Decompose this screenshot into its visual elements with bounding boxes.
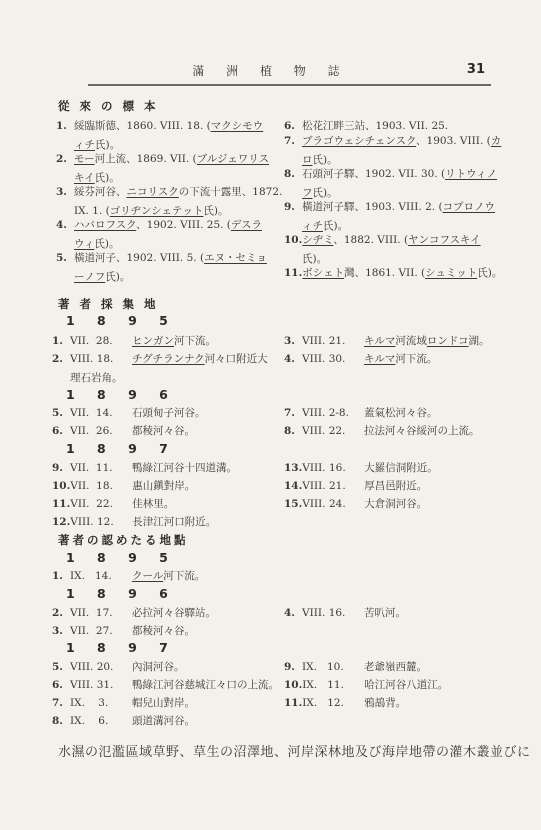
underlined-name: リトウィノ [445, 168, 497, 180]
entry-date: VIII. 16. [302, 607, 346, 619]
entry-date: VII. 28. [70, 335, 113, 347]
entry-line [56, 216, 262, 235]
entry-text: 綏芬河谷、 [74, 186, 127, 198]
entry-text: 河流域 [395, 335, 427, 347]
underlined-name: エヌ・セミョ [204, 252, 267, 264]
entry-date: VIII. 16. [302, 462, 346, 474]
locality-entry [52, 495, 174, 514]
underlined-name: チグチランナク [132, 353, 205, 365]
underlined-name: ィチ [74, 139, 95, 151]
entry-number: 7. [284, 407, 295, 419]
entry-line [284, 264, 502, 283]
underlined-name: ヒンガン [132, 335, 174, 347]
entry-number: 8. [284, 168, 295, 180]
entry-number: 5. [52, 661, 63, 673]
entry-text: 氏)。 [312, 154, 338, 166]
entry-line [56, 268, 267, 287]
entry-date: VII. 11. [70, 462, 113, 474]
entry-number: 11. [52, 498, 71, 510]
entry-text: 河下流。 [163, 570, 206, 582]
entry-text: 厚昌邑附近。 [364, 480, 428, 492]
locality-entry [284, 604, 406, 623]
entry-line [56, 150, 269, 169]
entry-number: 4. [284, 353, 295, 365]
locality-entry [284, 404, 438, 423]
entry-text: 氏)。 [94, 172, 120, 184]
locality-entry [52, 459, 237, 478]
entry-date: VIII. 30. [302, 353, 346, 365]
underlined-name: キルマ [364, 353, 396, 365]
underlined-name: シヂミ [302, 234, 334, 246]
entry-text: 氏)。 [203, 205, 229, 217]
entry-line [284, 132, 501, 151]
underlined-name: ヤンコフスキイ [408, 234, 481, 246]
entry-text: 河々口附近大 [204, 353, 268, 365]
entry-text: 橫道河子驛、1903. VIII. 2. ( [302, 201, 443, 213]
entry-date: VII. 27. [70, 625, 113, 637]
underlined-name: ブルジェワリス [196, 153, 270, 165]
entry-number: 10. [284, 234, 303, 246]
entry-number: 3. [284, 335, 295, 347]
entry-text: IX. 1. ( [74, 205, 110, 217]
year-heading-1895-collected: 1 8 9 5 [66, 313, 177, 328]
entry-date: VIII. 20. [70, 661, 114, 673]
section-heading-observed: 著者の認めたる地點 [58, 533, 189, 547]
locality-entry [52, 658, 185, 677]
entry-date: IX. 10. [302, 661, 344, 673]
underlined-name: キルマ [364, 335, 396, 347]
underlined-name: シュミット [425, 267, 478, 279]
locality-entry [284, 495, 427, 514]
entry-date: IX. 3. [70, 697, 109, 709]
entry-text: 氏)。 [312, 187, 338, 199]
locality-entry [52, 332, 216, 351]
entry-date: VIII. 2-8. [302, 407, 349, 419]
running-title: 滿 洲 植 物 誌 [192, 64, 349, 78]
entry-date: IX. 12. [302, 697, 344, 709]
entry-date: VIII. 31. [70, 679, 114, 691]
underlined-name: ロ [302, 154, 313, 166]
locality-entry [52, 567, 205, 586]
entry-text: 灣、1861. VII. ( [344, 267, 426, 279]
locality-entry [52, 622, 195, 641]
entry-date: VIII. 24. [302, 498, 346, 510]
underlined-name: ボシェト [302, 267, 345, 279]
entry-text: 綏臨斯德、1860. VIII. 18. ( [74, 120, 211, 132]
entry-date: VIII. 21. [302, 480, 346, 492]
entry-number: 8. [284, 425, 295, 437]
year-heading-1897-observed: 1 8 9 7 [66, 640, 177, 655]
entry-line [284, 165, 497, 184]
underlined-name: カ [490, 135, 502, 147]
entry-number: 14. [284, 480, 303, 492]
locality-entry [284, 459, 438, 478]
entry-number: 10. [284, 679, 303, 691]
entry-number: 12. [52, 516, 71, 528]
entry-date: IX. 6. [70, 715, 109, 727]
section-heading-collected: 著 者 採 集 地 [58, 297, 159, 311]
entry-date: VII. 22. [70, 498, 113, 510]
entry-text: 大羅信洞附近。 [364, 462, 438, 474]
entry-date: VII. 14. [70, 407, 113, 419]
locality-entry [52, 350, 268, 388]
entry-number: 11. [284, 697, 303, 709]
entry-text: 長津江河口附近。 [132, 516, 217, 528]
entry-number: 8. [52, 715, 63, 727]
locality-entry [52, 513, 216, 532]
entry-number: 3. [52, 625, 63, 637]
entry-number: 13. [284, 462, 303, 474]
entry-date: VII. 17. [70, 607, 113, 619]
entry-date: VIII. 22. [302, 425, 346, 437]
entry-line [284, 198, 495, 217]
entry-line: 理石岩角。 [70, 372, 123, 384]
entry-number: 6. [52, 425, 63, 437]
entry-text: 河上流、1869. VII. ( [94, 153, 197, 165]
entry-text: 佳林里。 [132, 498, 175, 510]
underlined-name: ィチ [302, 220, 323, 232]
entry-number: 11. [284, 267, 303, 279]
entry-text: 鴨綠江河谷慈城江々口の上流。 [132, 679, 279, 691]
entry-number: 2. [56, 153, 67, 165]
locality-entry [52, 676, 279, 695]
locality-entry [52, 477, 195, 496]
underlined-name: ーノフ [74, 271, 106, 283]
underlined-name: コプロノウ [442, 201, 496, 213]
entry-text: 湖。 [468, 335, 490, 347]
locality-entry [284, 477, 427, 496]
entry-text: 氏)。 [477, 267, 503, 279]
entry-text: 帽兒山對岸。 [132, 697, 195, 709]
entry-text: 老爺嶺西麓。 [364, 661, 427, 673]
entry-number: 3. [56, 186, 67, 198]
entry-line [284, 231, 481, 250]
entry-date: IX. 14. [70, 570, 112, 582]
header-rule [88, 84, 491, 86]
entry-number: 9. [284, 201, 295, 213]
entry-number: 9. [52, 462, 63, 474]
underlined-name: ゴリヂンシェテット [109, 205, 204, 217]
underlined-name: ロンドコ [426, 335, 469, 347]
entry-date: VII. 26. [70, 425, 113, 437]
entry-number: 6. [52, 679, 63, 691]
entry-number: 6. [284, 120, 295, 132]
entry-date: VIII. 21. [302, 335, 346, 347]
entry-number: 1. [52, 570, 63, 582]
entry-text: 河下流。 [395, 353, 438, 365]
entry-line [56, 117, 263, 136]
entry-line [56, 249, 267, 268]
entry-text: 大倉洞河谷。 [364, 498, 428, 510]
year-heading-1897-collected: 1 8 9 7 [66, 441, 177, 456]
entry-text: 、1902. VIII. 25. ( [136, 219, 231, 231]
year-heading-1896-observed: 1 8 9 6 [66, 586, 177, 601]
locality-entry [284, 658, 427, 677]
entry-text: 蓋氣松河々谷。 [364, 407, 438, 419]
entry-text: 橫道河子、1902. VIII. 5. ( [74, 252, 205, 264]
entry-number: 1. [52, 335, 63, 347]
entry-text: 鴨綠江河谷十四道溝。 [132, 462, 237, 474]
underlined-name: モー [74, 153, 95, 165]
entry-text: 必拉河々谷驛站。 [132, 607, 216, 619]
locality-entry [284, 332, 490, 351]
locality-entry [52, 404, 206, 423]
entry-date: VIII. 18. [70, 353, 114, 365]
entry-text: 鴉鴣背。 [364, 697, 407, 709]
entry-number: 5. [52, 407, 63, 419]
entry-text: 都稜河々谷。 [132, 425, 195, 437]
entry-text: 、1882. VIII. ( [333, 234, 409, 246]
entry-number: 5. [56, 252, 67, 264]
entry-date: VIII. 12. [70, 516, 114, 528]
locality-entry [284, 676, 448, 695]
entry-text: 氏)。 [105, 271, 131, 283]
section-heading-previous: 從 來 の 標 本 [58, 99, 159, 113]
footer-text: 水濕の氾濫區域草野、草生の沼澤地、河岸深林地及び海岸地帶の灌木叢並びに [58, 745, 531, 760]
entry-number: 7. [52, 697, 63, 709]
entry-number: 2. [52, 607, 63, 619]
entry-number: 10. [52, 480, 71, 492]
entry-text: 氏)。 [323, 220, 349, 232]
locality-entry [52, 604, 216, 623]
year-heading-1895-observed: 1 8 9 5 [66, 550, 177, 565]
entry-date: VII. 18. [70, 480, 113, 492]
entry-text: 石頭河子驛、1902. VII. 30. ( [302, 168, 446, 180]
underlined-name: ニコリスク [126, 186, 179, 198]
entry-number: 1. [56, 120, 67, 132]
locality-entry [52, 422, 195, 441]
entry-text: の下流十露里、1872. [178, 186, 283, 198]
entry-number: 4. [284, 607, 295, 619]
entry-text: 內洞河谷。 [132, 661, 185, 673]
entry-number: 2. [52, 353, 63, 365]
underlined-name: マクシモウ [210, 120, 264, 132]
entry-text: 頭道溝河谷。 [132, 715, 195, 727]
entry-line [56, 183, 282, 202]
underlined-name: ブラゴウェシチェンスク [302, 135, 417, 147]
previous-entry [56, 249, 267, 287]
page-number: 31 [466, 62, 485, 77]
entry-number: 9. [284, 661, 295, 673]
underlined-name: ハバロフスク [74, 219, 137, 231]
locality-entry [284, 350, 437, 369]
locality-entry [52, 694, 195, 713]
entry-text: 苦叭河。 [364, 607, 406, 619]
underlined-name: フ [302, 187, 313, 199]
underlined-name: キイ [74, 172, 95, 184]
entry-text: 拉法河々谷綏河の上流。 [364, 425, 480, 437]
entry-text: 、1903. VIII. ( [416, 135, 491, 147]
entry-number: 15. [284, 498, 303, 510]
entry-text: 惠山鎭對岸。 [132, 480, 196, 492]
entry-text: 石頭甸子河谷。 [132, 407, 206, 419]
locality-entry [52, 712, 195, 731]
entry-text: 氏)。 [94, 238, 120, 250]
underlined-name: デスラ [230, 219, 262, 231]
entry-text: 河下流。 [174, 335, 216, 347]
entry-text: 都稜河々谷。 [132, 625, 195, 637]
entry-number: 7. [284, 135, 295, 147]
entry-date: IX. 11. [302, 679, 344, 691]
locality-entry [284, 694, 406, 713]
entry-text: 氏)。 [302, 253, 328, 265]
previous-entry [284, 264, 502, 283]
entry-text: 哈江河谷八道江。 [364, 679, 449, 691]
entry-text: 氏)。 [95, 139, 121, 151]
year-heading-1896-collected: 1 8 9 6 [66, 387, 177, 402]
underlined-name: ウィ [74, 238, 95, 250]
entry-text: 松花江畔三站、1903. VII. 25. [302, 120, 449, 132]
locality-entry [284, 422, 480, 441]
underlined-name: クール [132, 570, 164, 582]
entry-number: 4. [56, 219, 67, 231]
